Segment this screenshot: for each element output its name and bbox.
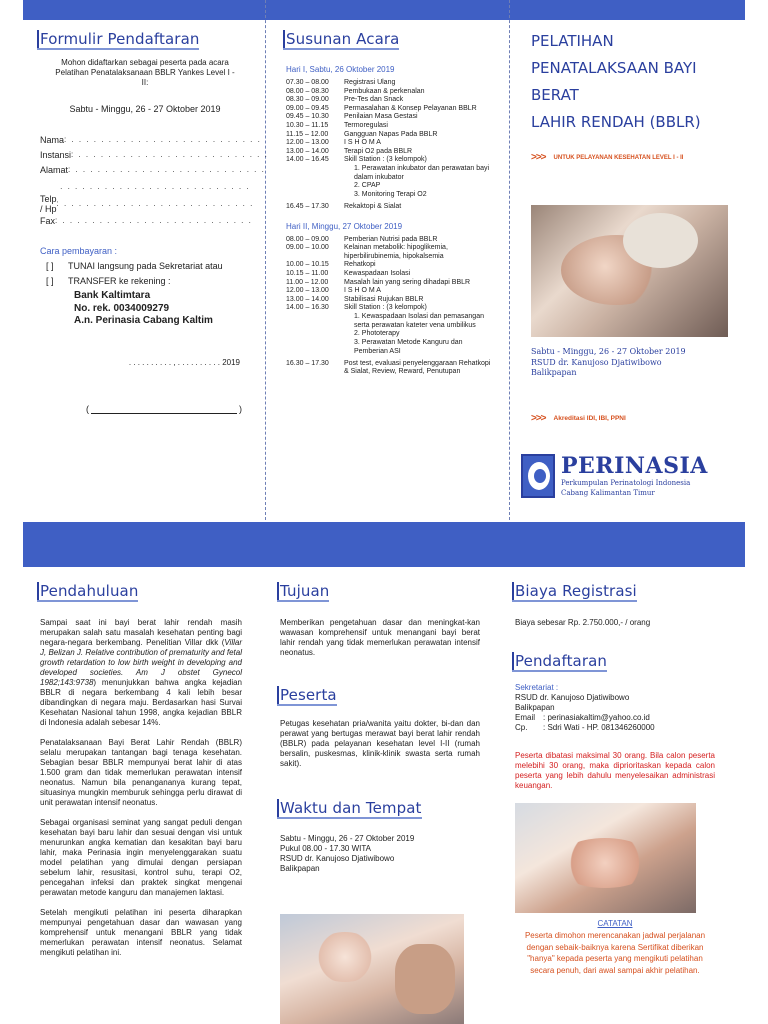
form-field-nama[interactable]: Nama : . . . . . . . . . . . . . . . . . . . . . . . . . . <box>40 134 262 145</box>
bank-account-holder: A.n. Perinasia Cabang Kaltim <box>74 315 213 326</box>
skill-station-item: 2. Phototerapy <box>354 330 400 338</box>
schedule-activity: Post test, evaluasi penyelenggaraan Rehatkopi & Sialat, Review, Reward, Penutupan <box>344 359 491 376</box>
schedule-activity: Masalah lain yang sering dihadapi BBLR <box>344 278 471 286</box>
form-field-alamat[interactable]: Alamat : . . . . . . . . . . . . . . . . . . . . . . . . . . <box>40 164 266 175</box>
schedule-activity: Pembukaan & perkenalan <box>344 87 425 95</box>
form-field-alamat-2[interactable]: . . . . . . . . . . . . . . . . . . . . . . . . . . <box>60 182 250 191</box>
introduction-paragraph-2: Penatalaksanaan Bayi Berat Lahir Rendah (BBLR) selalu merupakan tantangan bagi tenaga kesehatan. Sebagian besar BBLR mempunyai berat lahir di atas 1.500 gram dan tidak memerlukan perawatan intensif neonatus. Namun bila penangananya kurang tepat, situasinya mungkin memburuk sehingga perlu dirawat di unit perawatan intensif neonatus. <box>40 738 242 807</box>
perinasia-logo <box>521 454 741 498</box>
schedule-row <box>286 296 496 305</box>
payment-option-transfer[interactable]: [ ] TRANSFER ke rekening : <box>46 276 171 286</box>
introduction-panel <box>40 582 242 958</box>
schedule-activity: Rekaktopi & Sialat <box>344 202 402 210</box>
cover-subtitle: UNTUK PELAYANAN KESEHATAN LEVEL I - II <box>553 154 684 161</box>
schedule-activity: Stabilisasi Rujukan BBLR <box>344 295 424 303</box>
middle-band <box>23 522 745 567</box>
skill-station-item: 3. Perawatan Metode Kanguru dan Pemberian ASI <box>354 339 463 355</box>
skill-station-item: 2. CPAP <box>354 182 381 190</box>
signature-blank[interactable] <box>91 406 237 414</box>
form-fields <box>40 132 269 228</box>
signature-line[interactable]: ( ) <box>86 403 242 414</box>
schedule-time: 08.00 – 08.30 <box>286 87 329 95</box>
perinasia-name: PERINASIA <box>561 452 708 479</box>
schedule-row <box>286 148 496 157</box>
form-field-telp[interactable]: Telp / Hp : . . . . . . . . . . . . . . . . . . . . . . . . . . <box>40 193 254 214</box>
quota-warning: Peserta dibatasi maksimal 30 orang. Bila calon peserta melebihi 30 orang, maka diprioritaskan kepada calon peserta yang lebih dahulu menyelesaikan administrasi keuangan. <box>515 751 715 790</box>
cover-event-info <box>531 347 741 379</box>
fold-line <box>509 0 510 520</box>
payment-title: Cara pembayaran : <box>40 246 118 256</box>
skill-station-item: 1. Perawatan inkubator dan perawatan bayi dalam inkubator <box>354 164 490 181</box>
schedule-time: 09.45 – 10.30 <box>286 113 329 121</box>
skill-station-list <box>344 165 496 200</box>
schedule-time: 10.30 – 11.15 <box>286 121 329 129</box>
schedule-time: 08.00 – 09.00 <box>286 235 329 243</box>
schedule-panel <box>286 30 496 377</box>
schedule-activity: I S H O M A <box>344 287 381 295</box>
cover-event-date: Sabtu - Minggu, 26 - 27 Oktober 2019 <box>531 347 686 356</box>
skill-station-item: 3. Monitoring Terapi O2 <box>354 191 427 199</box>
cover-subtitle-row <box>531 152 741 163</box>
perinasia-sub2: Cabang Kalimantan Timur <box>561 488 655 497</box>
cover-event-place: RSUD dr. Kanujoso Djatiwibowo <box>531 357 662 367</box>
fold-line <box>265 0 266 520</box>
day2-schedule <box>286 236 496 377</box>
schedule-time: 16.45 – 17.30 <box>286 202 329 210</box>
perinasia-sub1: Perkumpulan Perinatologi Indonesia <box>561 478 691 487</box>
schedule-time: 16.30 – 17.30 <box>286 359 329 367</box>
registration-intro: Mohon didaftarkan sebagai peserta pada acara Pelatihan Penatalaksanaan BBLR Yankes Level I - II: <box>55 58 235 87</box>
schedule-time: 14.00 – 16.45 <box>286 156 329 164</box>
secretariat-info: Sekretariat : RSUD dr. Kanujoso Djatiwibowo Balikpapan Email : perinasiakaltim@yahoo.co.id Cp. : Sdri Wati - HP. 081346260000 <box>515 683 715 733</box>
schedule-row <box>286 79 496 88</box>
schedule-activity: Kewaspadaan Isolasi <box>344 269 411 277</box>
schedule-time: 13.00 – 14.00 <box>286 295 329 303</box>
schedule-activity: Termoregulasi <box>344 121 388 129</box>
schedule-row <box>286 156 496 165</box>
incubator-photo <box>515 803 696 913</box>
cover-panel <box>531 28 741 498</box>
schedule-time: 12.00 – 13.00 <box>286 287 329 295</box>
schedule-time: 11.15 – 12.00 <box>286 130 329 138</box>
checkbox[interactable]: [ ] <box>46 261 54 271</box>
schedule-title: Susunan Acara <box>286 30 400 48</box>
introduction-paragraph-4: Setelah mengikuti pelatihan ini peserta diharapkan mempunyai pengetahuan dasar dan wawasan yang komprehensif untuk menangani BBLR yang tidak memerlukan perawatan intensif neonatus. Selamat mengikuti pelatihan ini. <box>40 908 242 957</box>
peserta-text: Petugas kesehatan pria/wanita yaitu dokter, bi-dan dan perawat yang bertugas merawat bayi berat lahir rendah (BBLR) pada pelayanan kesehatan level I-II (rumah bersalin, puskesmas, klinik-klinik swasta serta rumah sakit). <box>280 719 480 768</box>
baby-nicu-photo <box>280 914 464 1024</box>
catatan-text: Peserta dimohon merencanakan jadwal perjalanan dengan sebaik-baiknya karena Sertifikat diberikan "hanya" kepada peserta yang mengikuti pelatihan secara penuh, dari awal sampai akhir pelatihan. <box>524 931 706 975</box>
day1-title: Hari I, Sabtu, 26 Oktober 2019 <box>286 65 395 74</box>
schedule-time: 13.00 – 14.00 <box>286 147 329 155</box>
tujuan-heading <box>280 582 329 600</box>
form-field-instansi[interactable]: Instansi : . . . . . . . . . . . . . . . . . . . . . . . . . . <box>40 149 269 160</box>
signature-date: . . . . . . . . . . , . . . . . . . . . . 2019 <box>128 357 240 367</box>
schedule-time: 10.15 – 11.00 <box>286 269 329 277</box>
schedule-activity: Rehatkopi <box>344 261 376 269</box>
schedule-row <box>286 304 496 313</box>
biaya-title: Biaya Registrasi <box>515 582 637 600</box>
peserta-heading <box>280 686 337 704</box>
biaya-text: Biaya sebesar Rp. 2.750.000,- / orang <box>515 618 651 627</box>
schedule-row <box>286 236 496 245</box>
catatan-title: CATATAN <box>597 919 633 928</box>
schedule-activity: Skill Station : (3 kelompok) <box>344 156 427 164</box>
introduction-paragraph-1: Sampai saat ini bayi berat lahir rendah masih merupakan salah satu masalah kesehatan penting bagi negara-negara berkembang. Penelitian Villar dkk (Villar J, Belizan J. Relative contribution of prematurity and fetal growth retardation to low birth weight in developing and developed societies. Am J obstet Gynecol 1982;143:9738) menunjukkan bahwa angka kejadian BBLR di negara berkembang 4 kali lebih besar dibandingkan di negara maju. Berdasarkan hasi Survai Kesehatan Nasional tahun 1998, angka kejadian BBLR di Indonesia adalah sebesar 14%. <box>40 618 242 727</box>
accreditation-row <box>531 413 741 424</box>
schedule-row <box>286 244 496 261</box>
schedule-activity: Gangguan Napas Pada BBLR <box>344 130 438 138</box>
waktu-title: Waktu dan Tempat <box>280 799 422 817</box>
bank-info <box>74 290 250 328</box>
schedule-time: 10.00 – 10.15 <box>286 261 329 269</box>
schedule-row <box>286 279 496 288</box>
skill-station-list <box>344 313 496 357</box>
schedule-activity: Kelainan metabolik: hipoglikemia, hiperbilirubinemia, hipokalsemia <box>344 244 448 260</box>
arrow-icon: >>> <box>531 152 546 163</box>
perinasia-logo-icon <box>521 454 555 498</box>
introduction-paragraph-3: Sebagai organisasi seminat yang sangat peduli dengan kesehatan bayi baru lahir dan sesuai dengan visi untuk menurunkan angka kematian dan kesakitan bayi baru lahir, maka Perinasia ingin menyelenggarakan suatu model pelatihan yang dimulai dengan persiapan sebelum lahir, resusitasi, kontrol suhu, terapi O2, pencegahan infeksi dan praktek singkat mengenai perawatan metode kanguru dan manajemen laktasi. <box>40 818 242 897</box>
schedule-activity: Terapi O2 pada BBLR <box>344 147 413 155</box>
waktu-details: Sabtu - Minggu, 26 - 27 Oktober 2019 Pukul 08.00 - 17.30 WITA RSUD dr. Kanujoso Djatiwibowo Balikpapan <box>280 834 415 873</box>
fees-panel <box>515 582 715 975</box>
tujuan-title: Tujuan <box>280 582 330 600</box>
schedule-row <box>286 139 496 148</box>
schedule-row <box>286 203 496 212</box>
schedule-row <box>286 261 496 270</box>
day2-title: Hari II, Minggu, 27 Oktober 2019 <box>286 221 403 231</box>
email-row: Email : perinasiakaltim@yahoo.co.id <box>515 713 650 722</box>
peserta-title: Peserta <box>280 686 337 704</box>
checkbox[interactable]: [ ] <box>46 276 54 286</box>
accreditation: Akreditasi IDI, IBI, PPNI <box>553 414 626 422</box>
day1-schedule <box>286 79 496 212</box>
schedule-row <box>286 360 496 377</box>
schedule-time: 07.30 – 08.00 <box>286 79 329 86</box>
schedule-activity: Pre-Tes dan Snack <box>344 96 404 104</box>
bank-account-number: No. rek. 0034009279 <box>74 302 170 314</box>
cover-title: PELATIHAN PENATALAKSAAN BAYI BERAT LAHIR RENDAH (BBLR) <box>531 32 701 131</box>
pendaftaran-title: Pendaftaran <box>515 652 608 670</box>
bank-name: Bank Kaltimtara <box>74 290 151 301</box>
schedule-activity: Pemberian Nutrisi pada BBLR <box>344 235 438 243</box>
schedule-row <box>286 122 496 131</box>
registration-form-panel <box>40 30 269 414</box>
biaya-heading <box>515 582 637 600</box>
registration-date: Sabtu - Minggu, 26 - 27 Oktober 2019 <box>69 104 221 114</box>
registration-form-title: Formulir Pendaftaran <box>40 30 200 48</box>
schedule-row <box>286 113 496 122</box>
pendaftaran-heading <box>515 652 607 670</box>
schedule-activity: I S H O M A <box>344 139 381 147</box>
schedule-time: 09.00 – 09.45 <box>286 104 329 112</box>
schedule-activity: Penilaian Masa Gestasi <box>344 113 418 121</box>
contact-row: Cp. : Sdri Wati - HP. 081346260000 <box>515 723 655 732</box>
payment-option-cash[interactable]: [ ] TUNAI langsung pada Sekretariat atau <box>46 261 223 271</box>
schedule-row <box>286 105 496 114</box>
tujuan-text: Memberikan pengetahuan dasar dan meningkat-kan wawasan komprehensif untuk menangani bayi berat lahir rendah yang tidak memerlukan perawatan intensif neonatus. <box>280 618 480 657</box>
schedule-row <box>286 88 496 97</box>
objectives-panel <box>280 582 480 1024</box>
schedule-activity: Permasalahan & Konsep Pelayanan BBLR <box>344 104 477 112</box>
top-band <box>23 0 745 20</box>
cover-event-city: Balikpapan <box>531 368 577 377</box>
introduction-heading <box>40 582 138 600</box>
schedule-activity: Registrasi Ulang <box>344 79 396 86</box>
email-link[interactable]: : perinasiakaltim@yahoo.co.id <box>543 713 650 722</box>
introduction-title: Pendahuluan <box>40 582 139 600</box>
skill-station-item: 1. Kewaspadaan Isolasi dan pemasangan serta perawatan kateter vena umbilikus <box>354 312 484 329</box>
schedule-heading <box>286 30 399 48</box>
schedule-time: 09.00 – 10.00 <box>286 244 329 252</box>
arrow-icon: >>> <box>531 412 546 424</box>
schedule-activity: Skill Station : (3 kelompok) <box>344 304 427 312</box>
schedule-row <box>286 96 496 105</box>
form-field-fax[interactable]: Fax : . . . . . . . . . . . . . . . . . . . . . . . . . . <box>40 215 253 226</box>
schedule-time: 14.00 – 16.30 <box>286 304 329 312</box>
schedule-row <box>286 131 496 140</box>
schedule-time: 11.00 – 12.00 <box>286 278 329 286</box>
schedule-time: 12.00 – 13.00 <box>286 139 329 147</box>
schedule-row <box>286 270 496 279</box>
waktu-heading <box>280 799 422 817</box>
schedule-time: 08.30 – 09.00 <box>286 96 329 104</box>
schedule-row <box>286 287 496 296</box>
secretariat-label: Sekretariat : <box>515 683 559 692</box>
baby-photo <box>531 205 728 337</box>
registration-form-heading <box>40 30 199 48</box>
